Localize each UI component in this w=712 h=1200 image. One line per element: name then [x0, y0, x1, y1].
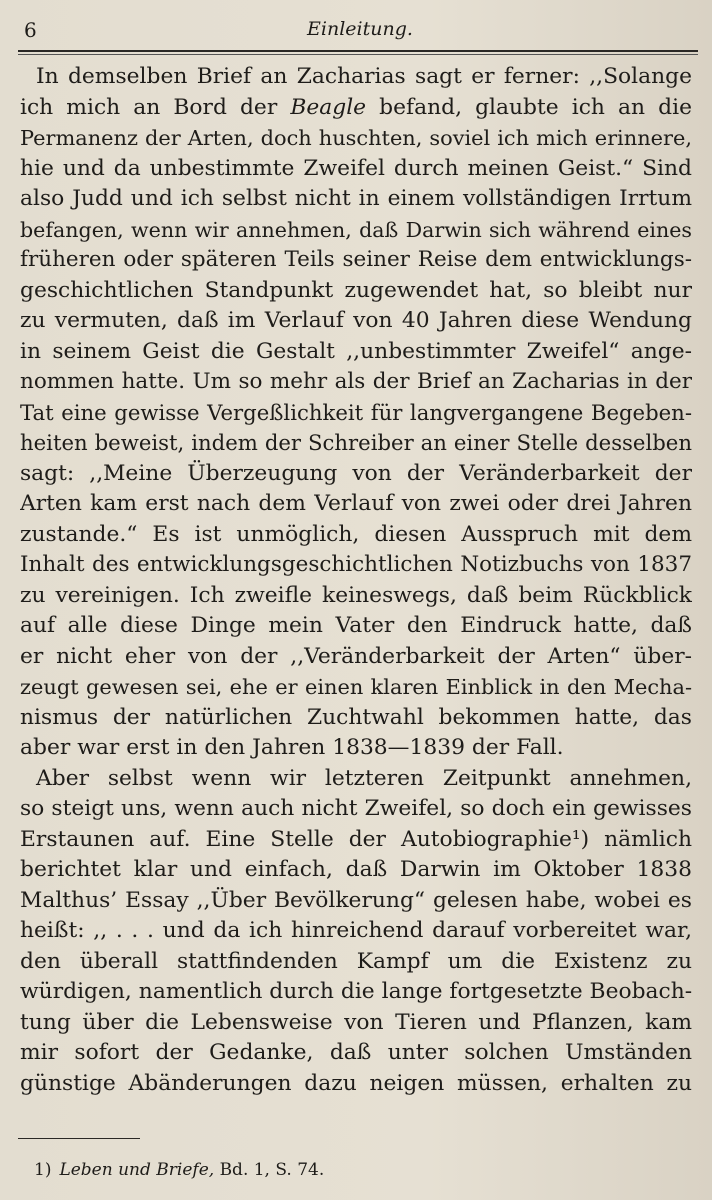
text-line: würdigen, namentlich durch die lange fortgesetzte Beobach- — [20, 979, 692, 1004]
text-line: zu vereinigen. Ich zweifle keineswegs, daß beim Rückblick — [20, 582, 692, 608]
text-line: er nicht eher von der ,,Veränderbarkeit der Arten“ über- — [20, 643, 692, 669]
text-line: Permanenz der Arten, doch huschten, soviel ich mich erinnere, — [20, 126, 692, 150]
text-line: sagt: ,,Meine Überzeugung von der Veränderbarkeit der — [20, 460, 692, 486]
page-number: 6 — [24, 18, 37, 42]
text-line: zeugt gewesen sei, ehe er einen klaren Einblick in den Mecha- — [20, 675, 692, 699]
text-line: befangen, wenn wir annehmen, daß Darwin sich während eines — [20, 217, 692, 242]
text-line: mir sofort der Gedanke, daß unter solchen Umständen — [20, 1040, 692, 1065]
text-line: Inhalt des entwicklungsgeschichtlichen Notizbuchs von 1837 — [20, 552, 692, 577]
text-line: so steigt uns, wenn auch nicht Zweifel, so doch ein gewisses — [20, 796, 692, 821]
text-line: Erstaunen auf. Eine Stelle der Autobiographie¹) nämlich — [20, 826, 692, 852]
header-rule-thin — [18, 54, 698, 55]
text-segment: ich mich an Bord der — [20, 94, 291, 120]
text-line: Tat eine gewisse Vergeßlichkeit für langvergangene Begeben- — [20, 399, 692, 425]
text-line: zu vermuten, daß im Verlauf von 40 Jahren diese Wendung — [20, 308, 692, 333]
text-line: heißt: ,, . . . und da ich hinreichend darauf vorbereitet war, — [20, 918, 692, 943]
text-line: Aber selbst wenn wir letzteren Zeitpunkt annehmen, — [36, 765, 692, 791]
header-rule — [18, 50, 698, 52]
text-line: günstige Abänderungen dazu neigen müssen, erhalten zu — [20, 1070, 692, 1096]
text-line: nommen hatte. Um so mehr als der Brief an Zacharias in der — [20, 369, 692, 394]
text-line: den überall stattfindenden Kampf um die Existenz zu — [20, 948, 692, 974]
ship-name: Beagle — [290, 94, 367, 120]
body-text — [20, 62, 692, 1099]
page-header — [22, 18, 698, 48]
text-line: heiten beweist, indem der Schreiber an einer Stelle desselben — [20, 430, 692, 455]
text-line: früheren oder späteren Teils seiner Reise dem entwicklungs- — [20, 247, 692, 272]
text-line: in seinem Geist die Gestalt ,,unbestimmter Zweifel“ ange- — [20, 338, 692, 364]
text-line: geschichtlichen Standpunkt zugewendet hat, so bleibt nur — [20, 277, 692, 303]
text-line: auf alle diese Dinge mein Vater den Eindruck hatte, daß — [20, 613, 692, 638]
text-line — [20, 93, 692, 124]
running-title: Einleitung. — [307, 18, 413, 40]
footnote-reference: Bd. 1, S. 74. — [219, 1160, 325, 1180]
text-line: In demselben Brief an Zacharias sagt er ferner: ,,Solange — [36, 64, 692, 89]
footnote-title: Leben und Briefe, — [59, 1160, 215, 1180]
text-line: nismus der natürlichen Zuchtwahl bekommen hatte, das — [20, 704, 692, 730]
text-line: berichtet klar und einfach, daß Darwin im Oktober 1838 — [20, 857, 692, 882]
footnote-mark: 1) — [34, 1160, 52, 1180]
text-line: also Judd und ich selbst nicht in einem vollständigen Irrtum — [20, 186, 692, 211]
text-line: hie und da unbestimmte Zweifel durch meinen Geist.“ Sind — [20, 155, 692, 181]
text-line: zustande.“ Es ist unmöglich, diesen Ausspruch mit dem — [20, 521, 692, 547]
text-line: Arten kam erst nach dem Verlauf von zwei oder drei Jahren — [20, 491, 692, 516]
text-segment: befand, glaubte ich an die — [366, 94, 692, 120]
footnote-rule — [18, 1138, 140, 1139]
text-line: tung über die Lebensweise von Tieren und Pflanzen, kam — [20, 1009, 692, 1035]
text-line: Malthus’ Essay ,,Über Bevölkerung“ gelesen habe, wobei es — [20, 887, 692, 913]
text-line: aber war erst in den Jahren 1838—1839 der Fall. — [20, 735, 564, 760]
footnote — [34, 1160, 324, 1180]
